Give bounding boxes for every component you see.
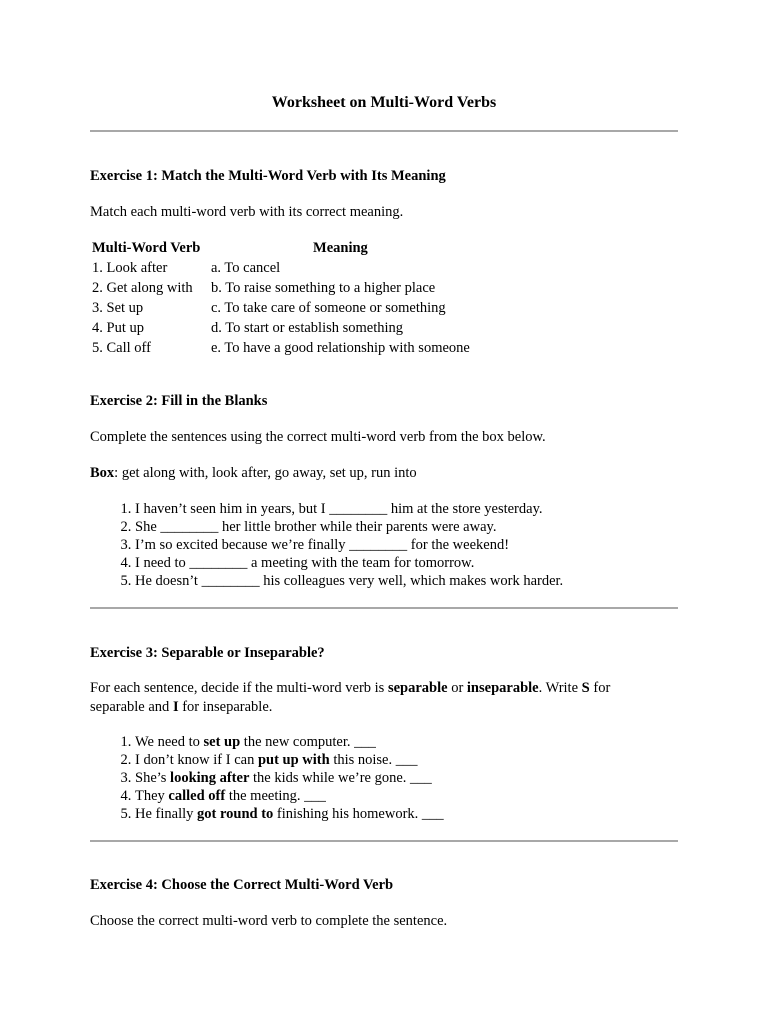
divider	[90, 840, 678, 842]
exercise2-instruction: Complete the sentences using the correct multi-word verb from the box below.	[90, 429, 546, 445]
verb-highlight: got round to	[197, 806, 274, 822]
code-i: I	[172, 698, 179, 715]
list-item	[135, 787, 444, 805]
table-row	[90, 298, 472, 318]
exercise1-instruction: Match each multi-word verb with its correct meaning.	[90, 204, 404, 220]
exercise1-heading: Exercise 1: Match the Multi-Word Verb with Its Meaning	[90, 168, 446, 184]
divider	[90, 607, 678, 609]
exercise3-instruction	[90, 679, 650, 716]
exercise4-heading: Exercise 4: Choose the Correct Multi-Word Verb	[90, 877, 394, 893]
verb-highlight: set up	[203, 734, 241, 750]
verb-highlight: put up with	[257, 752, 330, 768]
list-item: 2. She ________ her little brother while their parents were away.	[135, 518, 563, 536]
table-header-row	[90, 238, 472, 258]
meaning-cell: b. To raise something to a higher place	[211, 280, 436, 296]
verb-highlight: looking after	[170, 770, 250, 786]
column-header-verb: Multi-Word Verb	[92, 240, 201, 256]
sentence-text: He finally	[135, 806, 198, 822]
sentence-text: this noise. ___	[329, 752, 418, 768]
table-row	[90, 278, 472, 298]
instruction-text: For each sentence, decide if the multi-word verb is	[90, 680, 388, 696]
sentence-text: I don’t know if I can	[135, 752, 258, 768]
list-item: 3. I’m so excited because we’re finally ________ for the weekend!	[135, 536, 563, 554]
list-item: 1. I haven’t seen him in years, but I ________ him at the store yesterday.	[135, 500, 563, 518]
verb-cell: 1. Look after	[92, 260, 168, 276]
sentence-text: They	[135, 788, 169, 804]
list-item	[135, 769, 444, 787]
term-separable: separable	[387, 680, 448, 696]
meaning-cell: a. To cancel	[211, 260, 281, 276]
list-item	[135, 751, 444, 769]
matching-table	[90, 238, 472, 358]
exercise2-heading: Exercise 2: Fill in the Blanks	[90, 393, 268, 409]
exercise4-instruction: Choose the correct multi-word verb to complete the sentence.	[90, 913, 448, 929]
list-item: 4. I need to ________ a meeting with the team for tomorrow.	[135, 554, 563, 572]
verb-cell: 3. Set up	[92, 300, 144, 316]
sentence-text: We need to	[135, 734, 204, 750]
verb-cell: 2. Get along with	[92, 280, 193, 296]
list-item	[135, 805, 444, 823]
meaning-cell: e. To have a good relationship with someone	[211, 340, 470, 356]
verb-cell: 4. Put up	[92, 320, 144, 336]
sentence-text: the kids while we’re gone. ___	[249, 770, 432, 786]
meaning-cell: d. To start or establish something	[211, 320, 404, 336]
divider	[90, 130, 678, 132]
instruction-text: . Write	[538, 680, 582, 696]
word-box-label: Box	[90, 465, 115, 481]
separable-list	[90, 733, 444, 823]
sentence-text: She’s	[135, 770, 171, 786]
page-title: Worksheet on Multi-Word Verbs	[271, 94, 497, 111]
term-inseparable: inseparable	[466, 680, 539, 696]
table-row	[90, 258, 472, 278]
table-row	[90, 318, 472, 338]
table-row	[90, 338, 472, 358]
meaning-cell: c. To take care of someone or something	[211, 300, 446, 316]
instruction-text: for inseparable.	[178, 698, 273, 715]
sentence-text: the meeting. ___	[225, 788, 326, 804]
column-header-meaning: Meaning	[313, 240, 368, 256]
code-s: S	[581, 680, 590, 696]
list-item: 5. He doesn’t ________ his colleagues very well, which makes work harder.	[135, 572, 563, 590]
list-item	[135, 733, 444, 751]
sentence-text: finishing his homework. ___	[273, 806, 444, 822]
exercise3-heading: Exercise 3: Separable or Inseparable?	[90, 645, 325, 661]
fill-blank-list	[90, 500, 563, 590]
verb-highlight: called off	[168, 788, 226, 804]
instruction-text: for separable and	[90, 680, 611, 715]
verb-cell: 5. Call off	[92, 340, 151, 356]
sentence-text: the new computer. ___	[240, 734, 376, 750]
instruction-text: or	[447, 680, 467, 696]
word-box-list: : get along with, look after, go away, set up, run into	[114, 465, 417, 481]
word-box	[90, 464, 417, 482]
